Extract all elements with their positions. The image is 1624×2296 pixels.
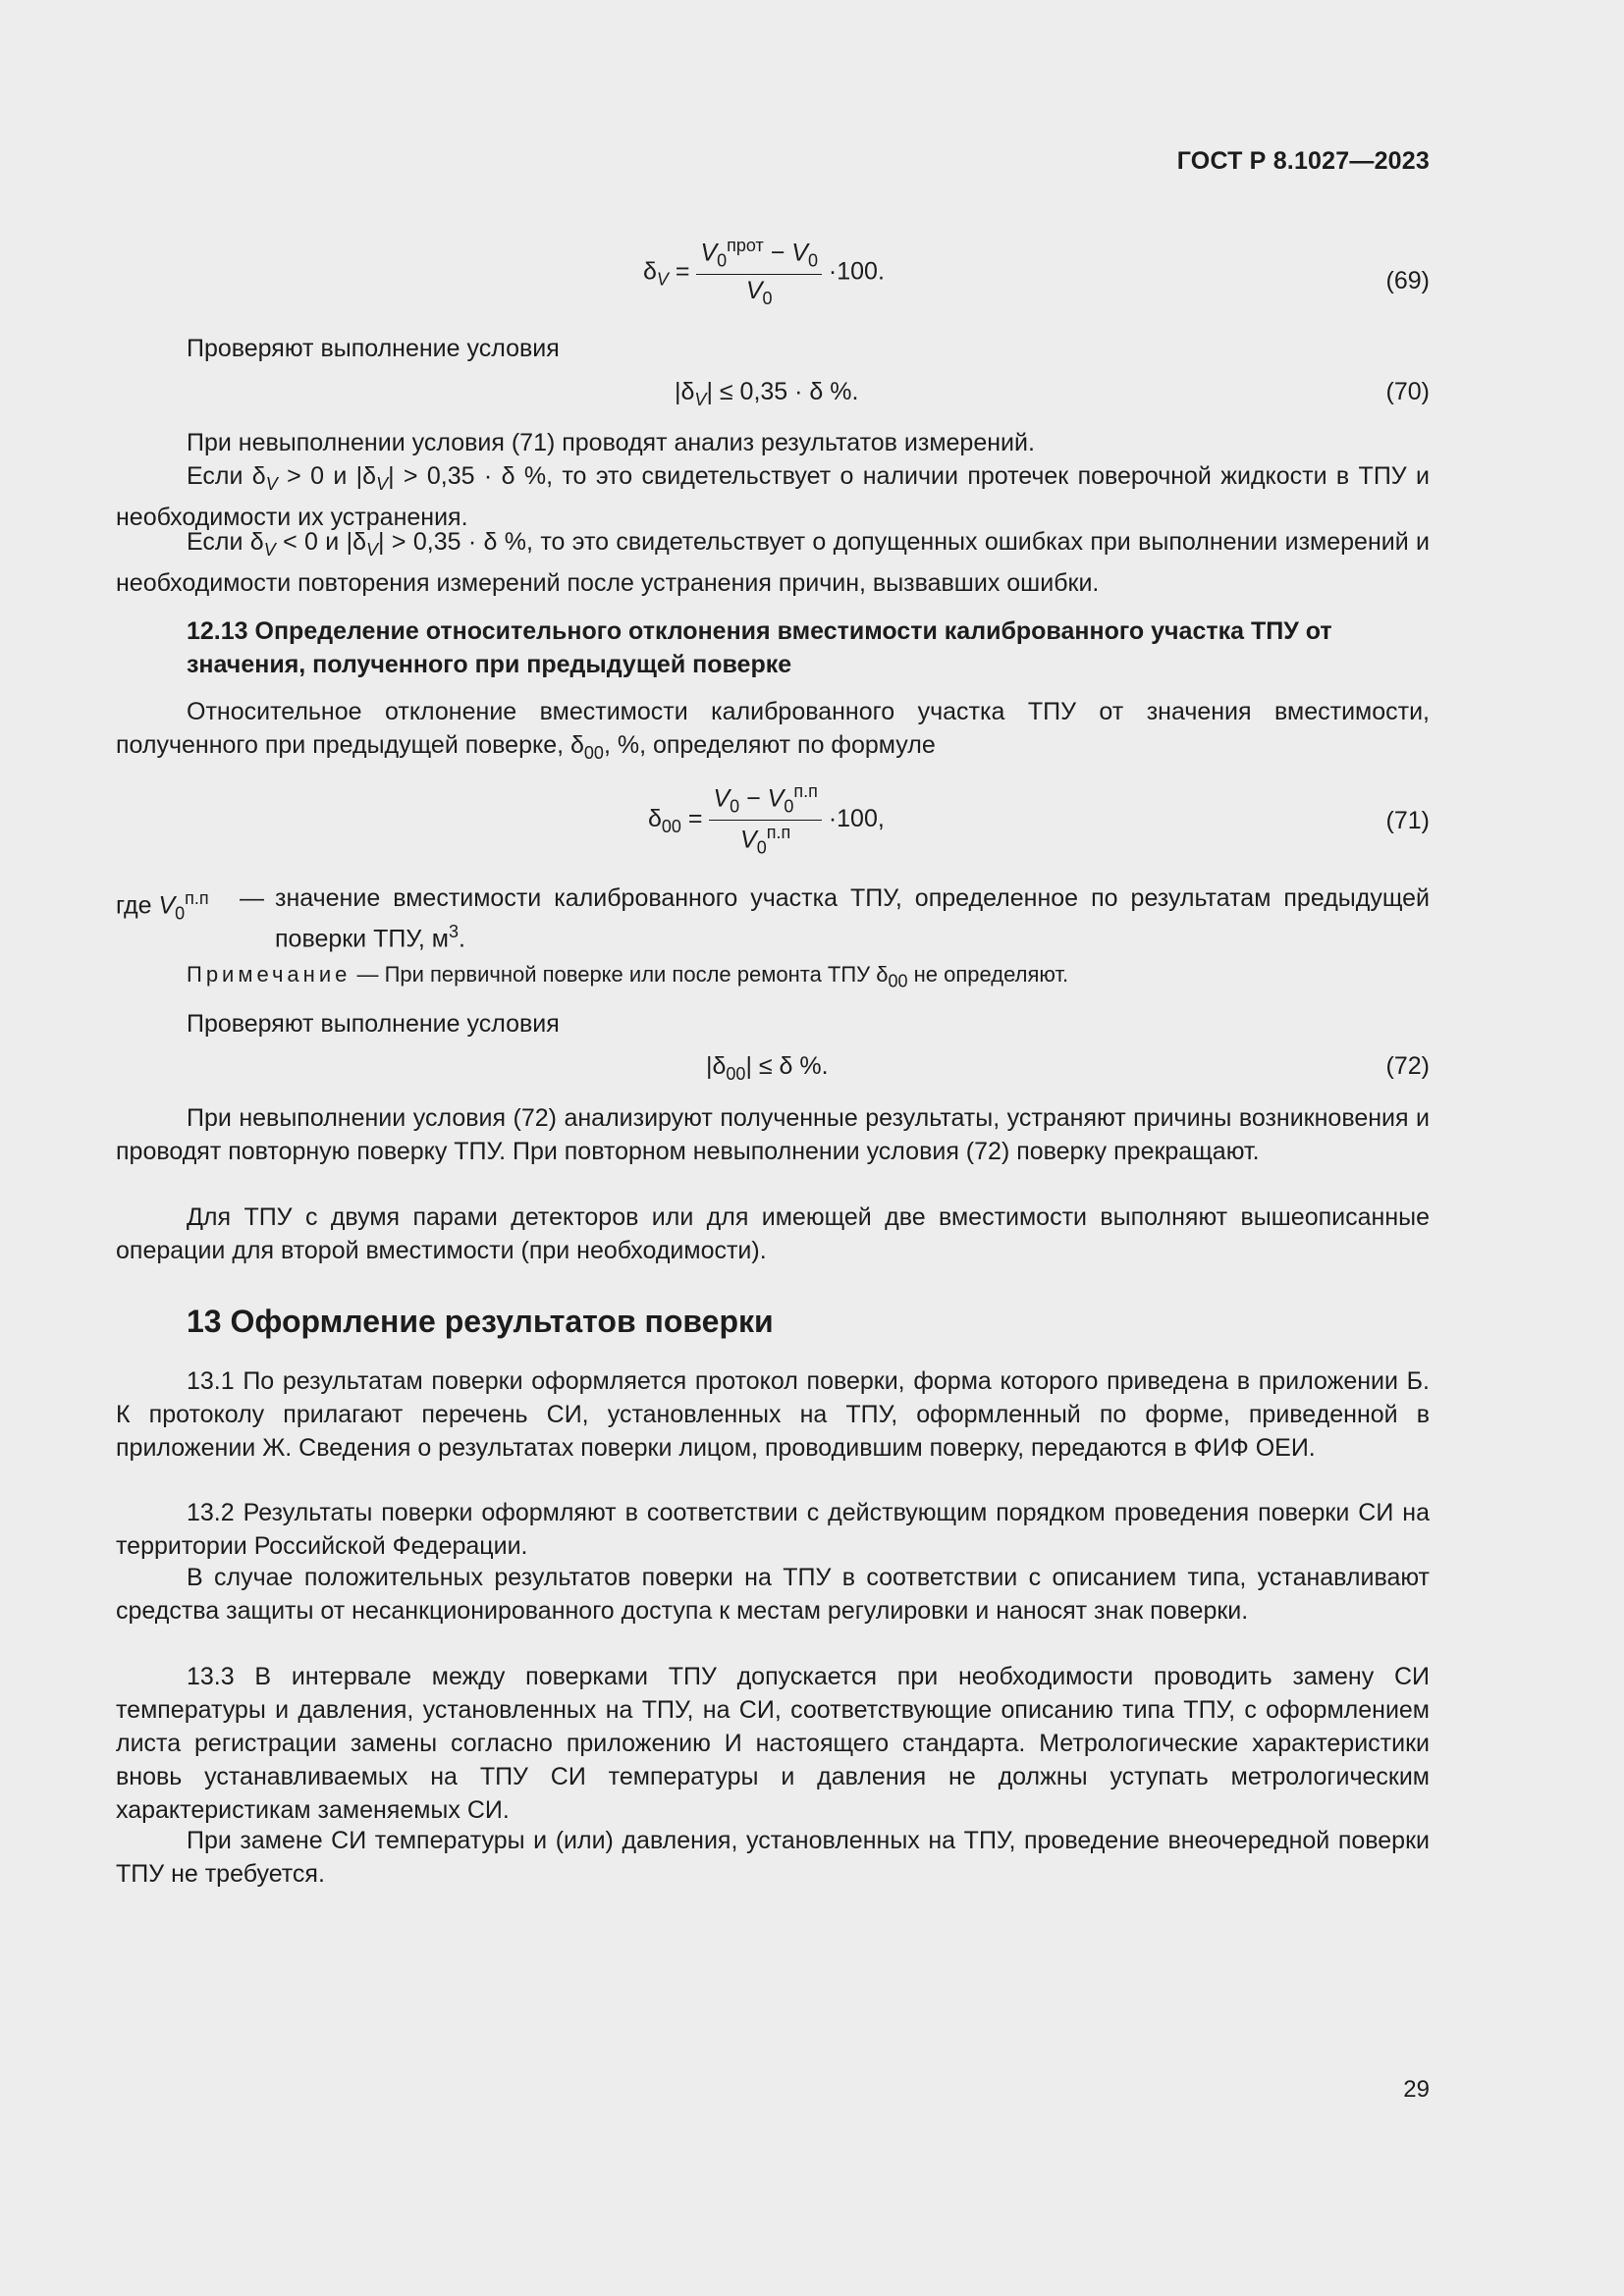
formula-69: $\delta_V$ = $\frac{V_0^{прот} - V_0}{V_0}$ ·100. <box>643 236 885 309</box>
paragraph-check-1: Проверяют выполнение условия <box>187 335 560 362</box>
paragraph-relative: Относительное отклонение вместимости калиброванного участка ТПУ от значения вместимости, полученного при предыдущей поверке, $\delta_{00}$, %, определяют по формуле <box>116 698 1430 763</box>
where-clause <box>116 881 1430 953</box>
fraction-71: $\frac{V_0 - V_0^{п.п}}{V_0^{п.п}}$ <box>709 781 821 859</box>
formula-70: $|\delta_V| \le 0,35 \cdot \delta$ %. <box>675 378 859 409</box>
equation-70 <box>116 378 1430 417</box>
paragraph-13-3: 13.3 В интервале между поверками ТПУ допускается при необходимости проводить замену СИ температуры и давления, установленных на ТПУ, на СИ, соответствующие описанию типа ТПУ, с оформлением листа регистрации замены согласно приложению И настоящего стандарта. Метрологические характеристики вновь устанавливаемых на ТПУ СИ температуры и давления не должны уступать метрологическим характеристикам заменяемых СИ. <box>116 1663 1430 1824</box>
fraction-69: $\frac{V_0^{прот} - V_0}{V_0}$ <box>696 236 822 309</box>
formula-72: $|\delta_{00}| \le \delta$ %. <box>706 1052 829 1084</box>
equation-number-70: (70) <box>1385 378 1430 405</box>
formula-71: $\delta_{00}$ = $\frac{V_0 - V_0^{п.п}}{V_0^{п.п}}$ ·100, <box>648 781 885 858</box>
paragraph-error: Если $\delta_V < 0$ и $|\delta_V| > 0,35 \cdot \delta$ %, то это свидетельствует о допущенных ошибках при выполнении измерений и необходимости повторения измерений после устранения причин, вызвавших ошибки. <box>116 528 1430 597</box>
page-number: 29 <box>1403 2076 1430 2103</box>
equation-number-69: (69) <box>1385 267 1430 294</box>
where-description: значение вместимости калиброванного участка ТПУ, определенное по результатам предыдущей поверки ТПУ, $м^3$. <box>275 884 1430 953</box>
equation-number-71: (71) <box>1385 807 1430 834</box>
note: Примечание — При первичной поверке или после ремонта ТПУ $\delta_{00}$ не определяют. <box>187 962 1069 991</box>
where-label: где $V_0^{п.п}$ — <box>116 884 264 924</box>
note-label: Примечание <box>187 962 352 987</box>
paragraph-fail-71: При невыполнении условия (71) проводят анализ результатов измерений. <box>187 429 1035 456</box>
document-header: ГОСТ Р 8.1027—2023 <box>1176 147 1430 175</box>
section-13-heading: 13 Оформление результатов поверки <box>187 1304 774 1339</box>
paragraph-fail-72: При невыполнении условия (72) анализируют полученные результаты, устраняют причины возникновения и проводят повторную поверку ТПУ. При повторном невыполнении условия (72) поверку прекращают. <box>116 1104 1430 1165</box>
equation-72 <box>116 1052 1430 1092</box>
paragraph-positive: В случае положительных результатов поверки на ТПУ в соответствии с описанием типа, устанавливают средства защиты от несанкционированного доступа к местам регулировки и наносят знак поверки. <box>116 1564 1430 1625</box>
paragraph-leak: Если $\delta_V > 0$ и $|\delta_V| > 0,35 \cdot \delta$ %, то это свидетельствует о наличии протечек поверочной жидкости в ТПУ и необходимости их устранения. <box>116 462 1431 531</box>
paragraph-13-1: 13.1 По результатам поверки оформляется протокол поверки, форма которого приведена в приложении Б. К протоколу прилагают перечень СИ, установленных на ТПУ, оформленный по форме, приведенной в приложении Ж. Сведения о результатах поверки лицом, проводившим поверку, передаются в ФИФ ОЕИ. <box>116 1367 1430 1462</box>
equation-number-72: (72) <box>1385 1052 1430 1080</box>
paragraph-check-2: Проверяют выполнение условия <box>187 1010 560 1038</box>
equation-71 <box>116 781 1430 870</box>
section-12-13-heading: 12.13 Определение относительного отклонения вместимости калиброванного участка ТПУ от значения, полученного при предыдущей поверке <box>187 617 1332 678</box>
equation-69 <box>116 236 1430 324</box>
paragraph-two-volumes: Для ТПУ с двумя парами детекторов или для имеющей две вместимости выполняют вышеописанные операции для второй вместимости (при необходимости). <box>116 1203 1430 1264</box>
paragraph-replace: При замене СИ температуры и (или) давления, установленных на ТПУ, проведение внеочередной поверки ТПУ не требуется. <box>116 1827 1430 1888</box>
paragraph-13-2: 13.2 Результаты поверки оформляют в соответствии с действующим порядком проведения поверки СИ на территории Российской Федерации. <box>116 1499 1430 1560</box>
